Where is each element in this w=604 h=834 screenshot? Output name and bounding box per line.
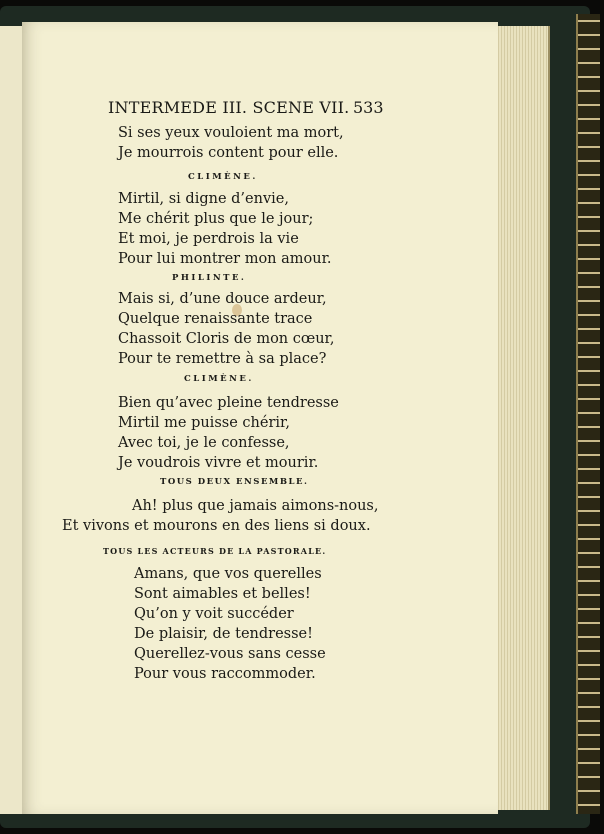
verse-line: Querellez-vous sans cesse [134, 646, 326, 662]
verse-line: Bien qu’avec pleine tendresse [118, 395, 339, 411]
verse-line: Ah! plus que jamais aimons-nous, [132, 498, 379, 514]
speaker-name: CLIMÈNE. [188, 172, 258, 182]
facing-page-edge [0, 26, 23, 814]
speaker-name: TOUS LES ACTEURS DE LA PASTORALE. [103, 546, 327, 556]
speaker-name: CLIMÈNE. [184, 374, 254, 384]
verse-line: Et moi, je perdrois la vie [118, 231, 299, 247]
verse-line: Mirtil, si digne d’envie, [118, 191, 289, 207]
verse-line: Amans, que vos querelles [134, 566, 322, 582]
verse-line: Et vivons et mourons en des liens si doux. [62, 518, 371, 534]
verse-line: Pour te remettre à sa place? [118, 351, 327, 367]
speaker-name: TOUS DEUX ENSEMBLE. [160, 477, 309, 487]
verse-line: Avec toi, je le confesse, [118, 435, 290, 451]
cover-edge-ornament [576, 14, 600, 814]
verse-line: De plaisir, de tendresse! [134, 626, 313, 642]
running-title: INTERMEDE III. SCENE VII. [108, 98, 350, 117]
verse-line: Je voudrois vivre et mourir. [118, 455, 319, 471]
verse-line: Mais si, d’une douce ardeur, [118, 291, 327, 307]
verse-line: Mirtil me puisse chérir, [118, 415, 290, 431]
verse-line: Si ses yeux vouloient ma mort, [118, 125, 344, 141]
verse-line: Me chérit plus que le jour; [118, 211, 314, 227]
verse-line: Pour lui montrer mon amour. [118, 251, 332, 267]
verse-line: Chassoit Cloris de mon cœur, [118, 331, 335, 347]
verse-line: Quelque renaissante trace [118, 311, 313, 327]
verse-line: Pour vous raccommoder. [134, 666, 316, 682]
verse-line: Sont aimables et belles! [134, 586, 311, 602]
speaker-name: PHILINTE. [172, 273, 247, 283]
page-edges [496, 26, 550, 810]
page-number: 533 [353, 98, 384, 117]
verse-line: Qu’on y voit succéder [134, 606, 294, 622]
verse-line: Je mourrois content pour elle. [118, 145, 339, 161]
